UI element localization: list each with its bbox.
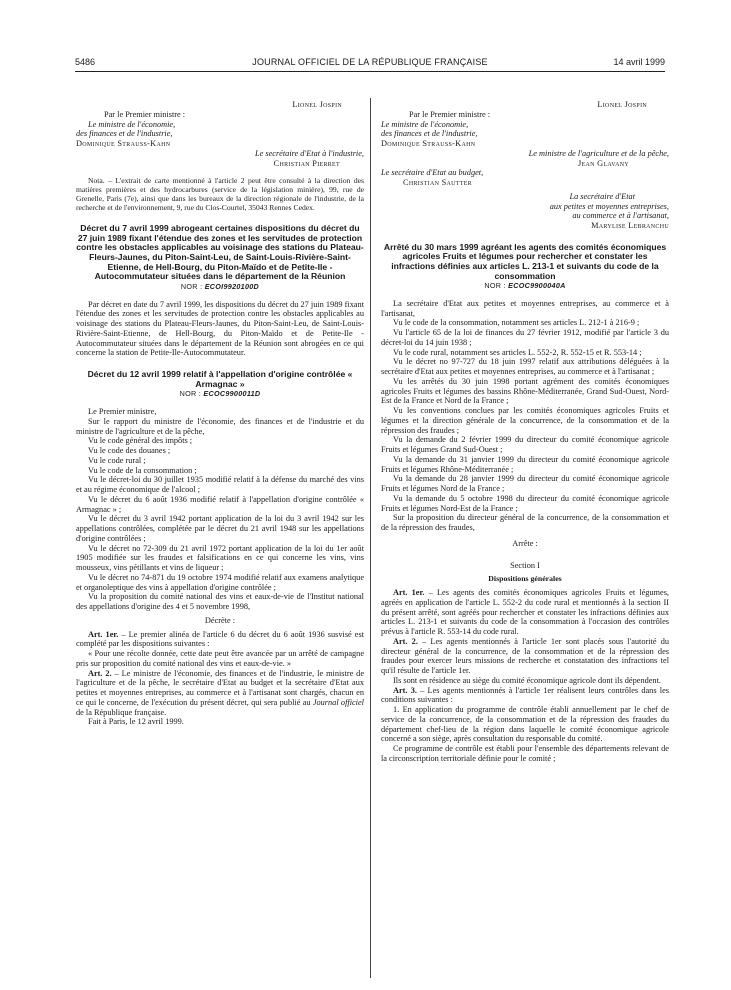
issue-date: 14 avril 1999 [613,57,665,67]
arrete-paragraph: Vu la demande du 31 janvier 1999 du directeur du comité économique agricole Fruits et légumes Rhône-Méditerranée ; [381,454,669,474]
signature-place-date: Fait à Paris, le 12 avril 1999. [88,717,184,727]
page-header [75,55,665,72]
signature-name: Christian Pierret [273,158,340,168]
decree-paragraph: Par décret en date du 7 avril 1999, les dispositions du décret du 27 juin 1989 fixant l'étendue des zones et les servitudes de protection contre les obstacles applicables au voisinage des stations du Plateau-Fleurs-Jaunes, du Piton-Saint-Leu, de Saint-Louis-Rivière-Saint-Etienne, de Hell-Bourg, du Piton-Maïdo et de Petite-Ile - Autocommutateur situées dans le département de la Réunion sont abrogées en ce qui concerne la station de Petite-Ile-Autocommutateur. [76,299,364,358]
signature-line: La secrétaire d'Etat [569,191,635,201]
signature-name: Dominique Strauss-Kahn [76,139,171,148]
decree-paragraph: Vu le décret-loi du 30 juillet 1935 modifié relatif à la défense du marché des vins et au régime économique de l'alcool ; [76,475,364,494]
arrete-paragraph: Vu le code de la consommation, notamment ses articles L. 212-1 à 216-9 ; [393,318,640,328]
article-paragraph: Ils sont en résidence au siège du comité économique agricole dont ils dépendent. [393,675,661,685]
right-column [381,100,669,764]
article-2 [76,669,364,718]
arrete-title: Arrêté du 30 mars 1999 agréant les agents des comités économiques agricoles Fruits et légumes pour rechercher et constater les infractions définies aux articles L. 213-1 et suivants du code de la consommation [383,241,667,281]
decree-title: Décret du 12 avril 1999 relatif à l'appellation d'origine contrôlée « Armagnac » [87,369,353,389]
article-1 [381,588,669,637]
decree-paragraph: Vu le code rural ; [88,455,146,465]
arrete-paragraph: Sur la proposition du directeur général de la concurrence, de la consommation et de la répression des fraudes, [381,513,669,533]
article-label: Art. 3. [393,685,417,695]
article-paragraph: Ce programme de contrôle est établi pour l'ensemble des départements relevant de la circonscription territoriale définie pour le comité ; [381,744,669,763]
signature-line: Par le Premier ministre : [104,109,186,119]
decree-title: Décret du 7 avril 1999 abrogeant certaines dispositions du décret du 27 juin 1989 fixant l'étendue des zones et les servitudes de protection contre les obstacles applicables au voisinage des stations du Plateau-Fleurs-Jaunes, du Piton-Saint-Leu, de Saint-Louis-Rivière-Saint-Etienne, de Hell-Bourg, du Piton-Maïdo et de Petite-Ile - Autocommutateur situées dans le département de la Réunion [76,223,364,282]
article-label: Art. 1er. [393,588,425,598]
signature-line: des finances et de l'industrie, [381,129,478,139]
article-paragraph: 1. En application du programme de contrôle établi annuellement par le chef de service de la concurrence, de la consommation et de la répression des fraudes du département chef-lieu de la région dans laquelle le comité économique agricole concerné a son siège, après consultation du responsable du comité. [381,705,669,744]
page-number: 5486 [75,57,96,67]
article-label: Art. 1er. [88,629,119,639]
arrete-paragraph: Vu la demande du 2 février 1999 du directeur du comité économique agricole Fruits et légumes Grand Sud-Ouest ; [381,435,669,455]
decree-paragraph: Vu le code de la consommation ; [88,465,197,475]
decree-paragraph: Vu le décret no 72-309 du 21 avril 1972 portant application de la loi du 1er août 1905 modifiée sur les fraudes et falsifications en ce qui concerne les vins, vins mousseux, vins pétillants et vins de liqueur ; [76,543,364,572]
article-3 [381,686,669,706]
signature-prime-minister: Lionel Jospin [292,100,342,109]
column-divider [370,98,371,978]
article-text: – Le premier alinéa de l'article 6 du décret du 6 août 1936 susvisé est complété par les dispositions suivantes : [76,629,364,649]
signature-line: Par le Premier ministre : [409,109,491,119]
article-quote: « Pour une récolte donnée, cette date peut être avancée par un arrêté de campagne pris sur proposition du comité national des vins et eaux-de-vie. » [76,649,364,668]
nor-code: ECOC9900011D [203,389,261,399]
decree-paragraph: Vu le décret du 6 août 1936 modifié relatif à l'appellation d'origine contrôlée « Armagnac » ; [76,494,364,514]
signature-line: Le secrétaire d'Etat au budget, [381,168,484,178]
signature-prime-minister: Lionel Jospin [597,100,647,109]
article-text: – Le ministre de l'économie, des finances et de l'industrie, le ministre de l'agriculture et de la pêche, le secrétaire d'Etat au budget et la secrétaire d'Etat aux petites et moyennes entreprises, au commerce et à l'artisanat sont chargés, chacun en ce qui le concerne, de l'exécution du présent décret, qui sera publié au [76,668,365,707]
arrete-paragraph: Vu les conventions conclues par les comités économiques agricoles Fruits et légumes et la direction générale de la concurrence, de la consommation et de la répression des fraudes ; [381,406,669,435]
nor-reference [381,281,669,291]
signature-line: Le ministre de l'économie, [88,119,176,129]
signature-line: au commerce et à l'artisanat, [572,211,669,221]
decree-paragraph: Vu le code des douanes ; [88,446,171,455]
arrete-paragraph: Vu le décret no 97-727 du 18 juin 1997 relatif aux attributions déléguées à la secrétaire d'Etat aux petites et moyennes entreprises, au commerce et à l'artisanat ; [381,357,669,377]
arrete-paragraph: Vu le code rural, notamment ses articles L. 552-2, R. 552-15 et R. 553-14 ; [393,347,642,357]
nor-code: ECOC9900040A [508,281,566,291]
nor-label: NOR : [180,281,203,291]
article-label: Art. 2. [88,668,112,678]
article-text: – Les agents mentionnés à l'article 1er réalisent leurs contrôles dans les conditions suivantes : [381,685,669,705]
signature-line: Le secrétaire d'Etat à l'industrie, [254,148,364,158]
arrete-paragraph: Vu la demande du 28 janvier 1999 du directeur du comité économique agricole Fruits et légumes Nord de la France ; [381,474,669,494]
nota-paragraph: Nota. – L'extrait de carte mentionné à l'article 2 peut être consulté à la direction des matières premières et des hydrocarbures (service de la législation minière), 99, rue de Grenelle, Paris (7e), ainsi que dans les bureaux de la direction régionale de l'industrie, de la recherche et de l'environnement, 9, rue du Clos-Courtel, 35043 Rennes Cedex. [76,176,364,213]
decree-paragraph: Le Premier ministre, [88,407,157,416]
article-2 [381,637,669,676]
decrete-heading: Décrète : [204,615,236,625]
signature-name: Marylise Lebranchu [591,221,669,230]
arrete-paragraph: Vu les arrêtés du 30 juin 1998 portant agrément des comités économiques agricoles Fruits et légumes des bassins Rhône-Méditerranée, Grand Sud-Ouest, Nord-Est de la France et Nord de la France ; [381,376,669,406]
arrete-paragraph: La secrétaire d'Etat aux petites et moyennes entreprises, au commerce et à l'artisanat, [381,298,669,318]
decree-paragraph: Vu le décret du 3 avril 1942 portant application de la loi du 3 avril 1942 sur les appellations contrôlées, complétée par le décret du 21 avril 1948 sur les appellations d'origine contrôlées ; [76,514,364,543]
decree-paragraph: Vu le décret no 74-871 du 19 octobre 1974 modifié relatif aux examens analytique et organoleptique des vins à appellation d'origine contrôlée ; [76,572,364,592]
nor-label: NOR : [484,281,506,291]
arrete-paragraph: Vu la demande du 5 octobre 1998 du directeur du comité économique agricole Fruits et légumes Nord-Est de la France ; [381,493,669,513]
journal-officiel-ref: Journal officiel [312,697,364,707]
signature-name: Dominique Strauss-Kahn [381,139,476,148]
decree-paragraph: Sur le rapport du ministre de l'économie, des finances et de l'industrie et du ministre de l'agriculture et de la pêche, [76,416,364,436]
article-1 [76,630,364,650]
nor-code: ECOI9920100D [204,281,260,291]
nor-reference [76,389,364,399]
section-subheading: Dispositions générales [488,574,562,584]
signature-line: aux petites et moyennes entreprises, [549,201,669,211]
signature-line: Le ministre de l'économie, [381,119,469,129]
signature-name: Jean Glavany [577,158,629,168]
nor-reference [76,282,364,292]
arrete-heading: Arrête : [512,538,538,548]
signature-line: Le ministre de l'agriculture et de la pêche, [528,148,669,158]
section-heading: Section I [510,560,540,570]
article-label: Art. 2. [393,636,418,646]
journal-title: JOURNAL OFFICIEL DE LA RÉPUBLIQUE FRANÇAISE [252,57,488,67]
article-text: – Les agents mentionnés à l'article 1er sont placés sous l'autorité du directeur général de la concurrence, de la consommation et de la répression des fraudes pour exercer leurs missions de recherche et constatation des infractions tel qu'il résulte de l'article 1er. [381,636,670,676]
decree-paragraph: Vu le code général des impôts ; [88,436,193,446]
nor-label: NOR : [179,389,202,399]
left-column [76,100,364,727]
arrete-paragraph: Vu l'article 65 de la loi de finances du 27 février 1912, modifié par l'article 3 du décret-loi du 14 juin 1938 ; [381,328,669,347]
signature-name: Christian Sautter [403,178,472,187]
article-text: – Les agents des comités économiques agricoles Fruits et légumes, agréés en application de l'article L. 552-2 du code rural et mentionnés à la section II du présent arrêté, sont agréés pour rechercher et constater les infractions définies aux articles L. 213-1 et suivants du code de la consommation à l'occasion des contrôles prévus à l'article R. 553-14 du code rural. [381,588,669,637]
signature-line: des finances et de l'industrie, [76,129,173,139]
article-text: de la République française. [76,707,167,717]
decree-paragraph: Vu la proposition du comité national des vins et eaux-de-vie de l'Institut national des appellations d'origine des 4 et 5 novembre 1998, [76,592,364,611]
